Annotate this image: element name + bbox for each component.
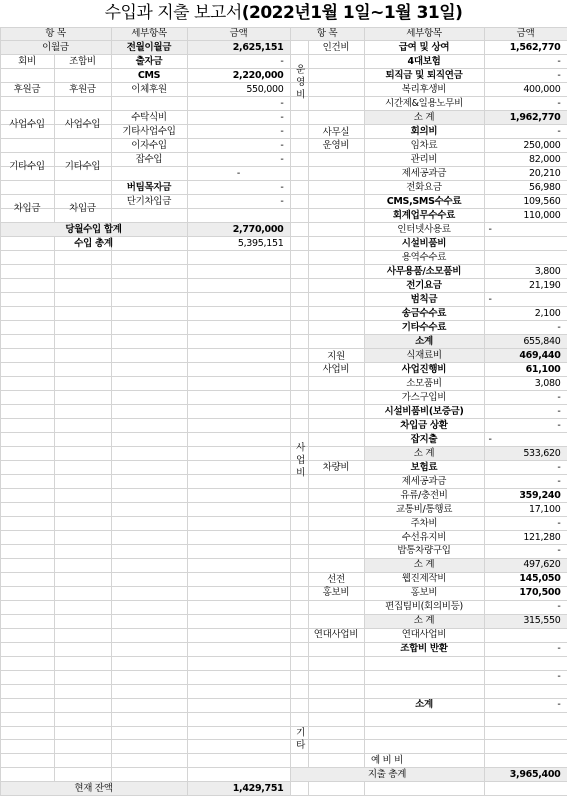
expense-office-amount: 109,560 <box>485 195 567 208</box>
expense-promo-item: 홍보비 <box>365 587 484 600</box>
expense-office-amount: 82,000 <box>485 153 567 166</box>
expense-payroll-item: 4대보험 <box>365 55 484 68</box>
expense-office-item: 기타수수료 <box>365 321 484 334</box>
expense-office-item: 인터넷사용료 <box>365 223 484 236</box>
expense-promo-item: 웹진제작비 <box>365 573 484 586</box>
header-right-amount: 금액 <box>485 28 567 41</box>
header-left-item: 항 목 <box>1 28 111 41</box>
expense-office-amount: 250,000 <box>485 139 567 152</box>
income-donation-amount: - <box>188 97 290 110</box>
expense-vehicle-amount: - <box>485 517 567 530</box>
income-other-amount: - <box>188 167 290 180</box>
expense-vehicle-amount: 359,240 <box>485 489 567 502</box>
expense-solidarity-item: 연대사업비 <box>365 629 484 642</box>
expense-vehicle-amount: - <box>485 475 567 488</box>
expense-vehicle-amount: 121,280 <box>485 531 567 544</box>
expense-vehicle-item: 밥통차량구입 <box>365 545 484 558</box>
expense-payroll-amount: 400,000 <box>485 83 567 96</box>
expense-vehicle-item: 수선유지비 <box>365 531 484 544</box>
expense-payroll-amount: 1,562,770 <box>485 41 567 54</box>
income-fees-category: 회비 <box>1 55 54 68</box>
income-donation-amount: 2,220,000 <box>188 69 290 82</box>
expense-vehicle-item: 유류/충전비 <box>365 489 484 502</box>
income-fees-detail: 출자금 <box>112 55 187 68</box>
income-grand-total-label: 수입 총계 <box>1 237 187 250</box>
expense-vehicle-item: 보험료 <box>365 461 484 474</box>
income-business-category: 사업수입 <box>1 111 54 138</box>
income-other-detail: 버팀목자금 <box>112 181 187 194</box>
expense-payroll-amount: 1,962,770 <box>485 111 567 124</box>
expense-office-amount: 655,840 <box>485 335 567 348</box>
report-title-period: (2022년1월 1일~1월 31일) <box>242 3 463 23</box>
expense-support-item: 사업진행비 <box>365 363 484 376</box>
expense-other-category-text: 기타 <box>294 727 304 752</box>
expense-office-item: 전화요금 <box>365 181 484 194</box>
income-month-total-label: 당월수입 합계 <box>1 223 187 236</box>
expense-support-item: 소 계 <box>365 447 484 460</box>
expense-office-item: 사무용품/소모품비 <box>365 265 484 278</box>
income-other-amount: - <box>188 153 290 166</box>
grid-line <box>0 726 567 727</box>
report-title <box>0 0 567 27</box>
expense-office-amount: - <box>485 125 567 138</box>
expense-support-label-line-1: 지원 <box>327 350 345 363</box>
expense-other-item <box>365 671 484 684</box>
income-business-detail: 수탁식비 <box>112 111 187 124</box>
income-business-amount: - <box>188 125 290 138</box>
expense-office-amount: - <box>485 321 567 334</box>
income-business-amount: - <box>188 111 290 124</box>
expense-operating-category <box>291 41 308 124</box>
income-donations-category: 후원금 <box>1 69 54 110</box>
grid-line <box>0 739 567 740</box>
expense-vehicle-item: 제세공과금 <box>365 475 484 488</box>
expense-promo-amount: 315,550 <box>485 615 567 628</box>
expense-vehicle-item: 교통비/통행료 <box>365 503 484 516</box>
expense-promo-label-line-2: 홍보비 <box>323 586 350 599</box>
expense-support-amount: - <box>485 391 567 404</box>
expense-payroll-item: 시간제&일용노무비 <box>365 97 484 110</box>
expense-support-label <box>309 349 364 376</box>
expense-grand-total-label: 지출 총계 <box>291 768 484 781</box>
income-other-detail: 이자수입 <box>112 139 187 152</box>
expense-operating-category-text: 운영비 <box>294 64 304 102</box>
expense-support-item: 소모품비 <box>365 377 484 390</box>
grid-line <box>0 656 567 657</box>
income-other-detail <box>112 167 187 180</box>
expense-office-item: 회의비 <box>365 125 484 138</box>
expense-office-item: 송금수수료 <box>365 307 484 320</box>
expense-other-amount: - <box>485 671 567 684</box>
expense-payroll-amount: - <box>485 97 567 110</box>
expense-payroll-item: 퇴직금 및 퇴직연금 <box>365 69 484 82</box>
expense-payroll-item: 급여 및 상여 <box>365 41 484 54</box>
expense-office-amount: 110,000 <box>485 209 567 222</box>
income-loan-amount: - <box>188 195 290 208</box>
expense-promo-amount: 145,050 <box>485 573 567 586</box>
expense-office-item: 관리비 <box>365 153 484 166</box>
expense-office-item: 소계 <box>365 335 484 348</box>
expense-office-amount: 2,100 <box>485 307 567 320</box>
expense-support-amount: 533,620 <box>485 447 567 460</box>
grid-line <box>0 712 567 713</box>
expense-office-item: 전기요금 <box>365 279 484 292</box>
expense-vehicle-amount: - <box>485 545 567 558</box>
expense-support-item: 시설비품비(보증금) <box>365 405 484 418</box>
expense-payroll-label: 인건비 <box>309 41 364 124</box>
expense-office-amount: 56,980 <box>485 181 567 194</box>
expense-business-category <box>291 391 308 530</box>
income-other-category: 기타수입 <box>1 139 54 194</box>
expense-other-amount: - <box>485 643 567 656</box>
expense-support-item: 차입금 상환 <box>365 419 484 432</box>
expense-vehicle-amount: - <box>485 461 567 474</box>
expense-office-item: 회계업무수수료 <box>365 209 484 222</box>
expense-office-label-line-1: 사무실 <box>323 126 350 139</box>
expense-office-item: 용역수수료 <box>365 251 484 264</box>
header-left-amount: 금액 <box>188 28 290 41</box>
expense-vehicle-item: 소 계 <box>365 559 484 572</box>
expense-vehicle-item: 주차비 <box>365 517 484 530</box>
income-other-amount: - <box>188 181 290 194</box>
expense-promo-amount: - <box>485 601 567 614</box>
expense-promo-label-line-1: 선전 <box>327 573 345 586</box>
expense-grand-total-amount: 3,965,400 <box>485 768 567 781</box>
expense-office-item: 임차료 <box>365 139 484 152</box>
income-other-amount: - <box>188 139 290 152</box>
expense-office-amount: - <box>485 293 567 306</box>
expense-office-amount <box>485 237 567 250</box>
income-carryover-label: 이월금 <box>1 41 111 54</box>
income-donation-detail: CMS <box>112 69 187 82</box>
income-donation-amount: 550,000 <box>188 83 290 96</box>
expense-promo-item: 편집팀비(회의비등) <box>365 601 484 614</box>
expense-promo-amount: 170,500 <box>485 587 567 600</box>
income-carryover-amount: 2,625,151 <box>188 41 290 54</box>
expense-office-item: 범칙금 <box>365 293 484 306</box>
expense-promo-label <box>309 573 364 600</box>
expense-other-item: 소계 <box>365 699 484 712</box>
expense-support-label-line-2: 사업비 <box>323 363 350 376</box>
expense-office-amount: 3,800 <box>485 265 567 278</box>
income-donation-detail <box>112 97 187 110</box>
grid-line <box>0 684 567 685</box>
income-loan-amount <box>188 209 290 222</box>
expense-support-amount: - <box>485 433 567 446</box>
expense-support-amount: 469,440 <box>485 349 567 362</box>
income-carryover-detail: 전월이월금 <box>112 41 187 54</box>
income-fees-subcategory: 조합비 <box>55 55 111 68</box>
expense-vehicle-label: 차량비 <box>309 461 364 474</box>
expense-solidarity-amount <box>485 629 567 642</box>
expense-support-amount: 61,100 <box>485 363 567 376</box>
expense-office-amount: 20,210 <box>485 167 567 180</box>
expense-business-category-text: 사업비 <box>294 442 304 480</box>
expense-support-amount: - <box>485 405 567 418</box>
expense-support-item: 식재료비 <box>365 349 484 362</box>
header-left-detail: 세부항목 <box>112 28 187 41</box>
header-right-item: 항 목 <box>291 28 364 41</box>
expense-office-item: 시설비품비 <box>365 237 484 250</box>
expense-office-amount <box>485 251 567 264</box>
expense-support-amount: 3,080 <box>485 377 567 390</box>
expense-support-amount: - <box>485 419 567 432</box>
income-donation-detail: 이체후원 <box>112 83 187 96</box>
income-fees-amount: - <box>188 55 290 68</box>
expense-reserve-label: 예 비 비 <box>291 754 484 767</box>
expense-vehicle-amount: 497,620 <box>485 559 567 572</box>
expense-payroll-item: 소 계 <box>365 111 484 124</box>
income-loans-subcategory: 차입금 <box>55 195 111 222</box>
expense-office-amount: 21,190 <box>485 279 567 292</box>
expense-reserve-amount <box>485 754 567 767</box>
income-business-subcategory: 사업수입 <box>55 111 111 138</box>
expense-vehicle-amount: 17,100 <box>485 503 567 516</box>
expense-other-item: 조합비 반환 <box>365 643 484 656</box>
income-grand-total-amount: 5,395,151 <box>188 237 290 250</box>
expense-payroll-amount: - <box>485 69 567 82</box>
income-month-total-amount: 2,770,000 <box>188 223 290 236</box>
expense-promo-item: 소 계 <box>365 615 484 628</box>
income-other-subcategory: 기타수입 <box>55 139 111 194</box>
current-balance-label: 현재 잔액 <box>1 782 187 795</box>
expense-solidarity-label: 연대사업비 <box>309 629 364 642</box>
income-business-detail: 기타사업수입 <box>112 125 187 138</box>
expense-office-item: CMS,SMS수수료 <box>365 195 484 208</box>
expense-office-item: 제세공과금 <box>365 167 484 180</box>
income-other-detail: 잡수입 <box>112 153 187 166</box>
expense-office-label-line-2: 운영비 <box>323 139 350 152</box>
expense-payroll-amount: - <box>485 55 567 68</box>
income-loan-detail <box>112 209 187 222</box>
header-right-detail: 세부항목 <box>365 28 484 41</box>
expense-office-amount: - <box>485 223 567 236</box>
income-loans-category: 차입금 <box>1 195 54 222</box>
expense-support-item: 잡지출 <box>365 433 484 446</box>
expense-other-amount: - <box>485 699 567 712</box>
report-title-main: 수입과 지출 보고서 <box>105 3 242 23</box>
current-balance-amount: 1,429,751 <box>188 782 290 795</box>
expense-office-label <box>309 125 364 153</box>
income-loan-detail: 단기차입금 <box>112 195 187 208</box>
expense-payroll-item: 복리후생비 <box>365 83 484 96</box>
expense-support-item: 가스구입비 <box>365 391 484 404</box>
income-donations-subcategory: 후원금 <box>55 69 111 110</box>
